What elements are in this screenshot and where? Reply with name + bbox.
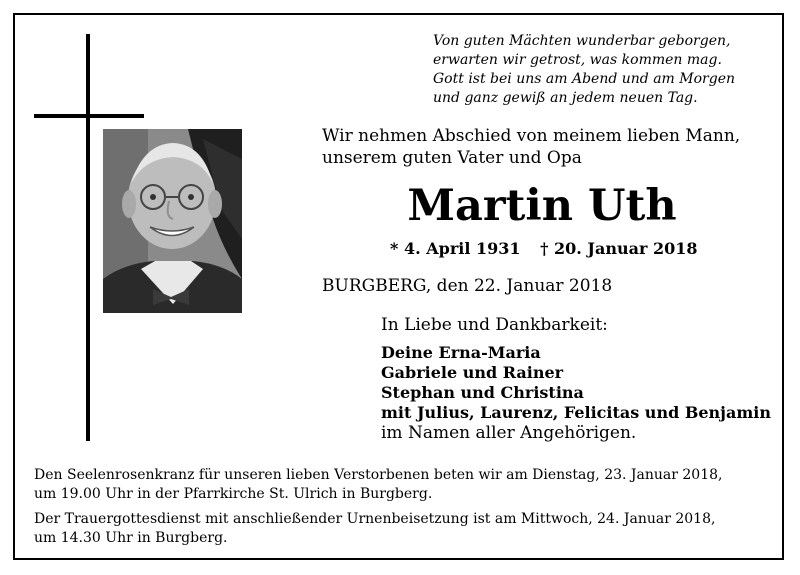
- poem-verse: [433, 32, 778, 108]
- portrait-photo: [103, 129, 242, 313]
- birth-date: * 4. April 1931: [390, 239, 521, 258]
- poem-line: Von guten Mächten wunderbar geborgen,: [433, 33, 731, 49]
- place-and-date: BURGBERG, den 22. Januar 2018: [322, 276, 613, 296]
- notice-line: um 19.00 Uhr in der Pfarrkirche St. Ulrich in Burgberg.: [34, 486, 433, 502]
- deceased-name: Martin Uth: [407, 181, 677, 231]
- death-date: † 20. Januar 2018: [540, 239, 698, 258]
- cross-icon-horizontal: [34, 114, 144, 118]
- life-dates: [390, 238, 730, 260]
- mourner-name: Deine Erna-Maria: [381, 343, 541, 362]
- notice-line: Den Seelenrosenkranz für unseren lieben Verstorbenen beten wir am Dienstag, 23. Januar 2018,: [34, 467, 723, 483]
- notice-line: Der Trauergottesdienst mit anschließender Urnenbeisetzung ist am Mittwoch, 24. Januar 2018,: [34, 511, 716, 527]
- poem-line: erwarten wir getrost, was kommen mag.: [433, 52, 722, 68]
- mourners-lead: In Liebe und Dankbarkeit:: [381, 315, 608, 335]
- mourners-tail: im Namen aller Angehörigen.: [381, 423, 637, 443]
- notice-line: um 14.30 Uhr in Burgberg.: [34, 530, 228, 546]
- cross-icon-vertical: [86, 34, 90, 441]
- poem-line: Gott ist bei uns am Abend und am Morgen: [433, 71, 735, 87]
- poem-line: und ganz gewiß an jedem neuen Tag.: [433, 90, 698, 106]
- mourner-name: Stephan und Christina: [381, 383, 584, 402]
- intro-line: unserem guten Vater und Opa: [322, 148, 582, 168]
- mourner-name: Gabriele und Rainer: [381, 363, 564, 382]
- rosary-notice: [34, 466, 782, 504]
- service-notice: [34, 510, 782, 548]
- mourner-name: mit Julius, Laurenz, Felicitas und Benjamin: [381, 403, 771, 422]
- intro-line: Wir nehmen Abschied von meinem lieben Mann,: [322, 126, 741, 146]
- mourners-block: [381, 315, 781, 443]
- farewell-intro: [322, 125, 782, 169]
